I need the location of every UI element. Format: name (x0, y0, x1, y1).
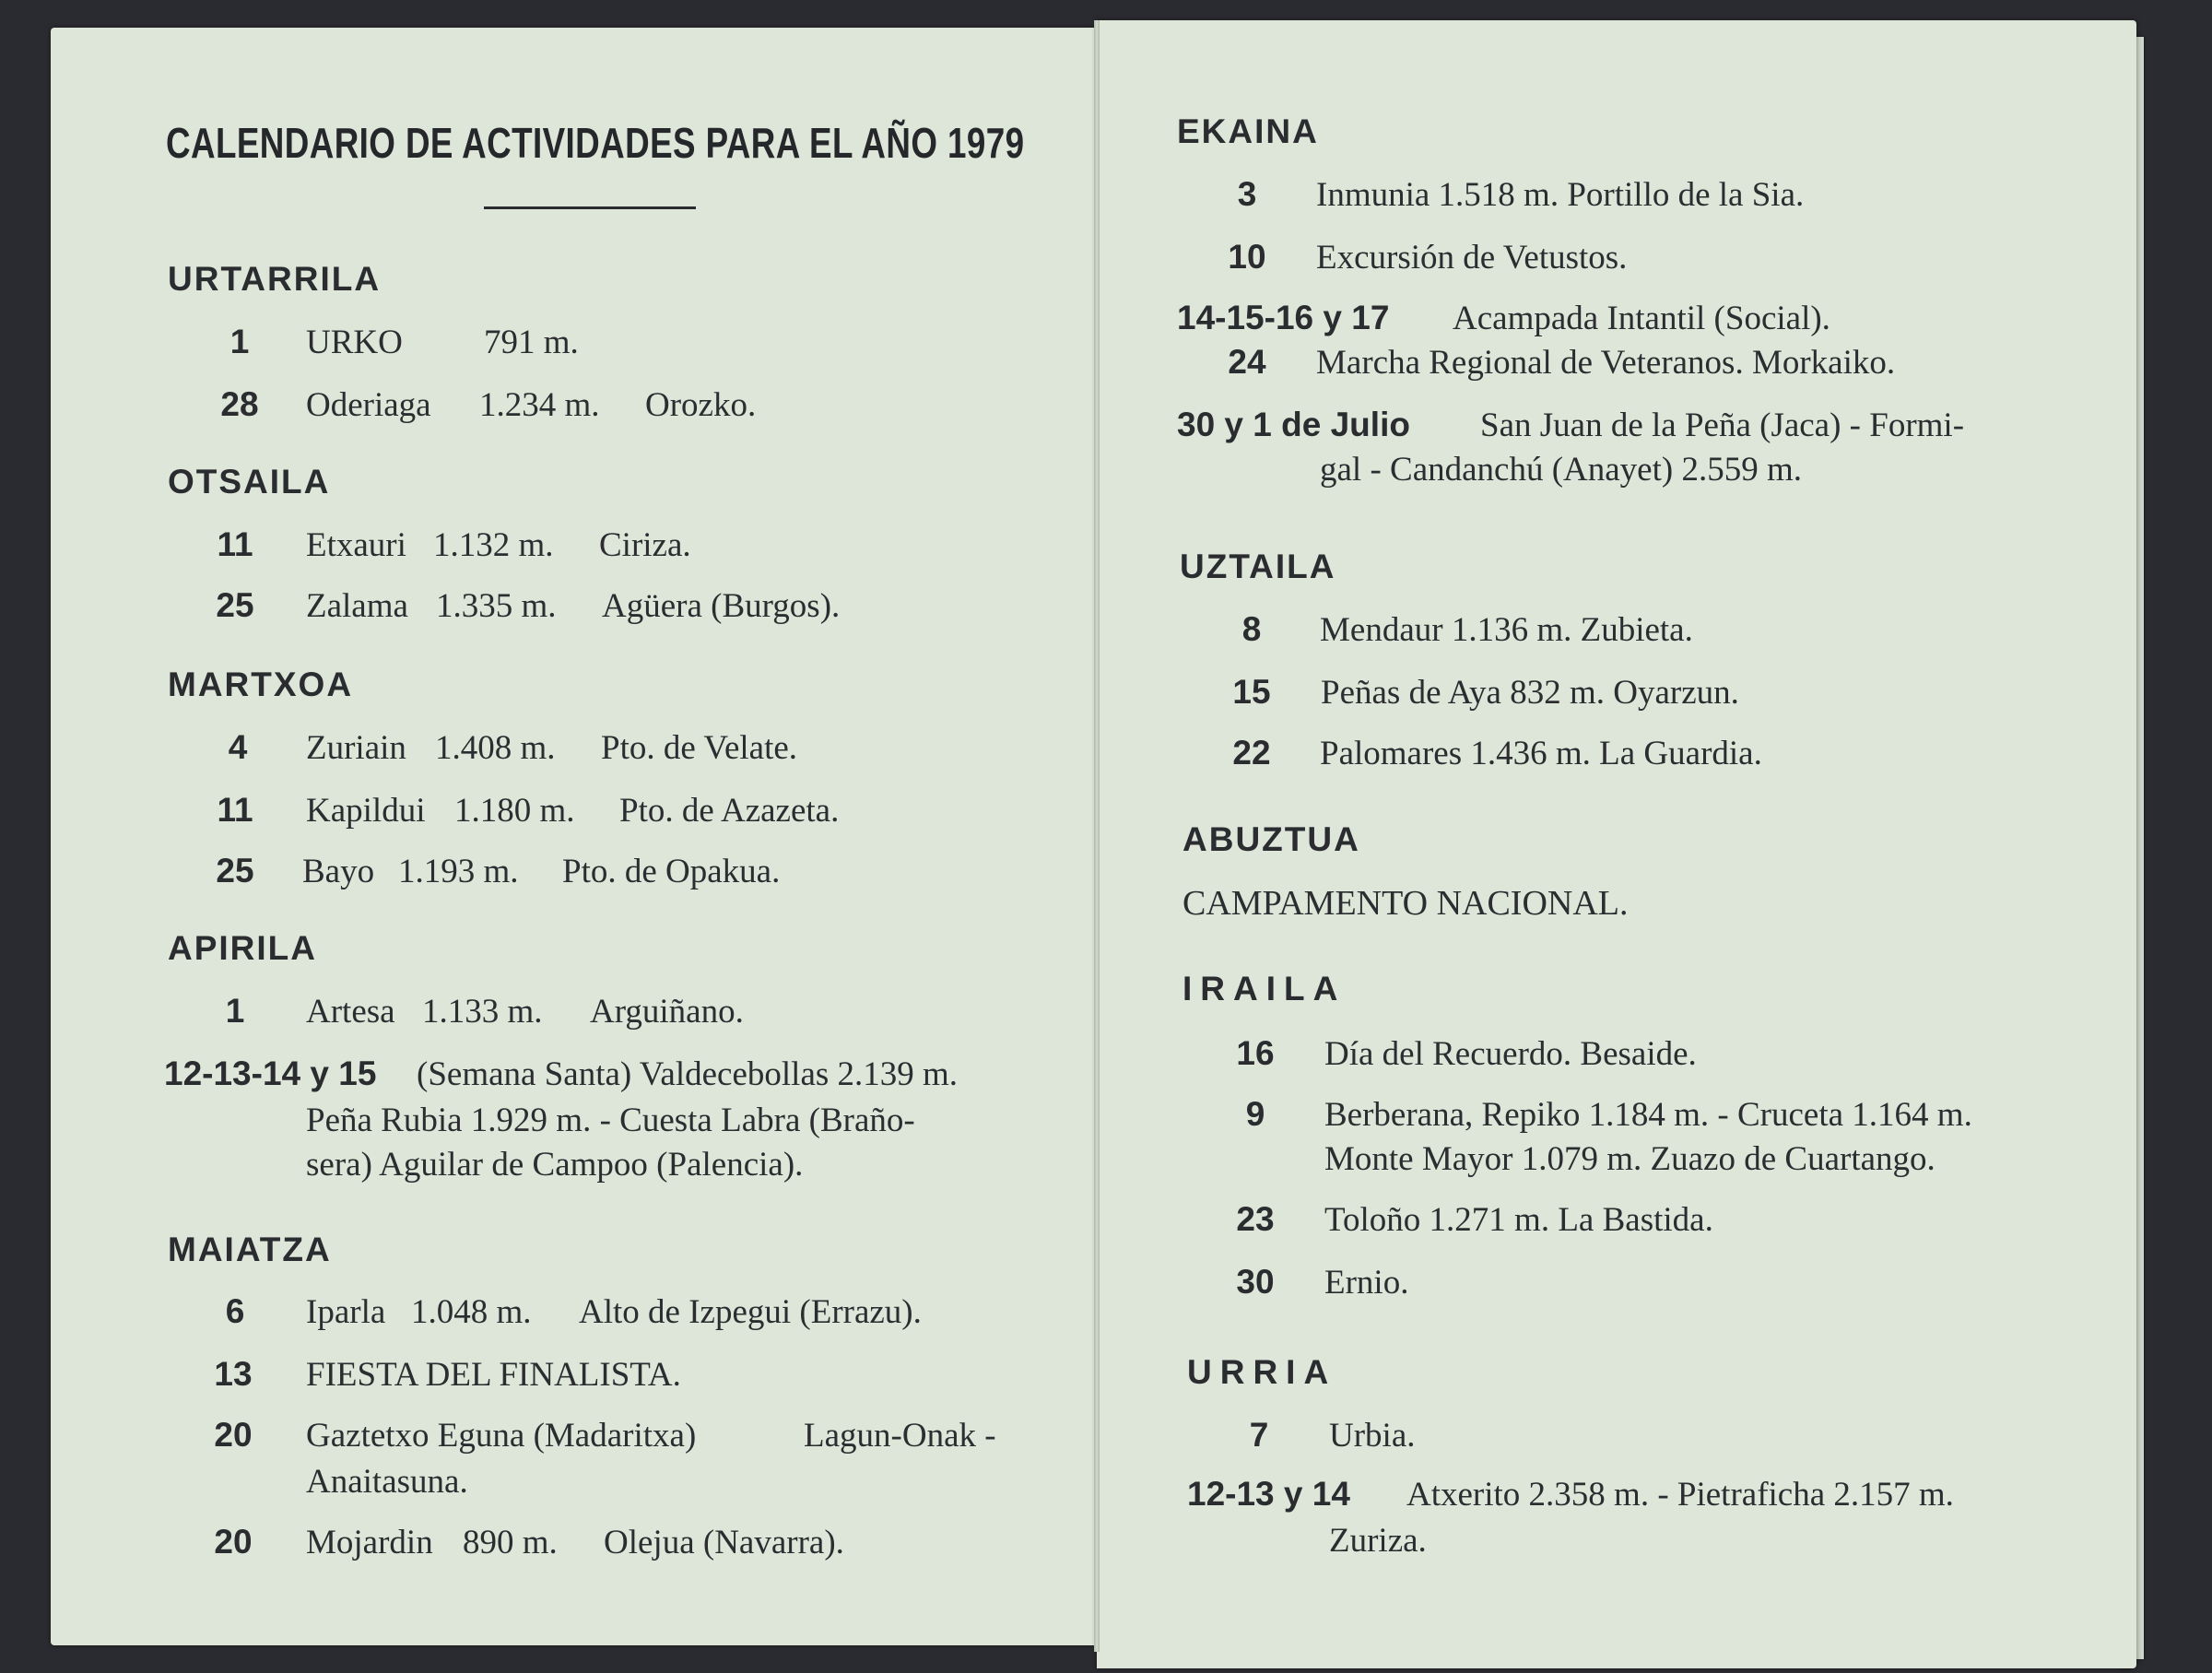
month-heading-otsaila: OTSAILA (168, 463, 331, 501)
month-heading-abuztua: ABUZTUA (1182, 820, 1360, 858)
entry-place: Zalama (306, 587, 408, 625)
easter-line: Peña Rubia 1.929 m. - Cuesta Labra (Braño- (306, 1102, 915, 1139)
entry-place: Etxauri (306, 526, 406, 564)
entry-day: 1 (229, 323, 250, 360)
entry-day: 6 (225, 1292, 245, 1330)
entry-place: URKO (306, 324, 403, 361)
month-heading-urtarrila: URTARRILA (168, 260, 382, 298)
entry-text: Marcha Regional de Veteranos. Morkaiko. (1316, 344, 1896, 382)
month-heading-iraila: IRAILA (1182, 970, 1347, 1007)
entry-place: Anaitasuna. (306, 1463, 468, 1501)
entry-day: 11 (217, 791, 253, 829)
entry-altitude: 1.335 m. (436, 587, 557, 625)
entry-text: Urbia. (1329, 1417, 1416, 1455)
entry-day: 10 (1228, 238, 1266, 276)
entry-text: Atxerito 2.358 m. - Pietraficha 2.157 m. (1406, 1476, 1954, 1514)
entry-day: 20 (214, 1523, 253, 1561)
entry-altitude: 791 m. (484, 324, 579, 361)
entry-day: 8 (1241, 610, 1262, 648)
entry-place: Oderiaga (306, 386, 431, 424)
easter-dates: 12-13-14 y 15 (164, 1054, 377, 1092)
entry-day: 9 (1245, 1095, 1265, 1133)
book-spine (1094, 20, 1100, 1652)
month-heading-martxoa: MARTXOA (168, 666, 354, 703)
entry-location: Pto. de Opakua. (562, 853, 781, 890)
entry-altitude: 1.048 m. (411, 1293, 532, 1331)
entry-place: Gaztetxo Eguna (Madaritxa) (306, 1417, 697, 1455)
month-heading-ekaina: EKAINA (1177, 112, 1319, 150)
entry-day: 20 (214, 1416, 253, 1454)
easter-line: sera) Aguilar de Campoo (Palencia). (306, 1146, 804, 1184)
entry-text: Peñas de Aya 832 m. Oyarzun. (1321, 674, 1739, 712)
entry-day: 25 (216, 852, 254, 890)
entry-location: Alto de Izpegui (Errazu). (579, 1293, 922, 1331)
entry-day: 24 (1228, 343, 1266, 381)
entry-day: 7 (1249, 1416, 1269, 1454)
entry-text: Toloño 1.271 m. La Bastida. (1324, 1201, 1713, 1239)
entry-altitude: 1.234 m. (479, 386, 600, 424)
entry-day: 12-13 y 14 (1187, 1475, 1350, 1513)
entry-day: 3 (1237, 175, 1257, 213)
entry-day: 30 y 1 de Julio (1177, 406, 1410, 443)
entry-text: Zuriza. (1329, 1522, 1427, 1560)
entry-location: Orozko. (645, 386, 757, 424)
entry-place: FIESTA DEL FINALISTA. (306, 1356, 681, 1394)
entry-place: Zuriain (306, 729, 406, 767)
entry-place: Artesa (306, 993, 395, 1031)
entry-text: gal - Candanchú (Anayet) 2.559 m. (1320, 451, 1802, 489)
entry-altitude: 1.133 m. (422, 993, 543, 1031)
entry-day: 23 (1236, 1200, 1275, 1238)
entry-text: Acampada Intantil (Social). (1453, 300, 1830, 337)
entry-location: Pto. de Velate. (601, 729, 798, 767)
entry-location: Arguiñano. (590, 993, 744, 1031)
entry-altitude: 1.408 m. (435, 729, 556, 767)
entry-day: 4 (228, 728, 248, 766)
entry-text: Inmunia 1.518 m. Portillo de la Sia. (1316, 176, 1805, 214)
entry-place: Mojardin (306, 1524, 433, 1561)
entry-text: Día del Recuerdo. Besaide. (1324, 1035, 1697, 1073)
month-heading-apirila: APIRILA (168, 929, 317, 967)
entry-text: Excursión de Vetustos. (1316, 239, 1628, 277)
entry-day: 14-15-16 y 17 (1177, 299, 1390, 336)
entry-text: Berberana, Repiko 1.184 m. - Cruceta 1.164 m. (1324, 1096, 1972, 1134)
month-heading-urria: URRIA (1187, 1353, 1337, 1391)
page-title: CALENDARIO DE ACTIVIDADES PARA EL AÑO 1979 (166, 119, 1025, 167)
entry-day: 30 (1236, 1263, 1275, 1301)
entry-day: 13 (214, 1355, 253, 1393)
entry-place: Bayo (302, 853, 375, 890)
entry-altitude: 890 m. (463, 1524, 558, 1561)
entry-place: Iparla (306, 1293, 386, 1331)
entry-day: 16 (1236, 1034, 1275, 1072)
entry-altitude: 1.193 m. (398, 853, 519, 890)
entry-text: Ernio. (1324, 1264, 1409, 1302)
entry-place: Kapildui (306, 792, 426, 830)
august-text: CAMPAMENTO NACIONAL. (1182, 884, 1629, 923)
entry-day: 25 (216, 586, 254, 624)
entry-location: Lagun-Onak - (804, 1417, 996, 1455)
entry-day: 11 (217, 525, 253, 563)
entry-day: 22 (1232, 734, 1271, 772)
title-underline (484, 206, 696, 209)
entry-text: Monte Mayor 1.079 m. Zuazo de Cuartango. (1324, 1140, 1936, 1178)
entry-location: Ciriza. (599, 526, 691, 564)
entry-altitude: 1.132 m. (433, 526, 554, 564)
entry-text: San Juan de la Peña (Jaca) - Formi- (1480, 406, 1965, 444)
entry-location: Pto. de Azazeta. (619, 792, 840, 830)
entry-text: Mendaur 1.136 m. Zubieta. (1320, 611, 1693, 649)
entry-day: 15 (1232, 673, 1271, 711)
easter-line: (Semana Santa) Valdecebollas 2.139 m. (417, 1055, 959, 1093)
entry-text: Palomares 1.436 m. La Guardia. (1320, 735, 1762, 772)
entry-day: 28 (220, 385, 259, 423)
entry-altitude: 1.180 m. (454, 792, 575, 830)
entry-day: 1 (225, 992, 245, 1030)
month-heading-maiatza: MAIATZA (168, 1231, 332, 1268)
month-heading-uztaila: UZTAILA (1180, 548, 1336, 585)
entry-location: Agüera (Burgos). (602, 587, 841, 625)
entry-location: Olejua (Navarra). (604, 1524, 844, 1561)
